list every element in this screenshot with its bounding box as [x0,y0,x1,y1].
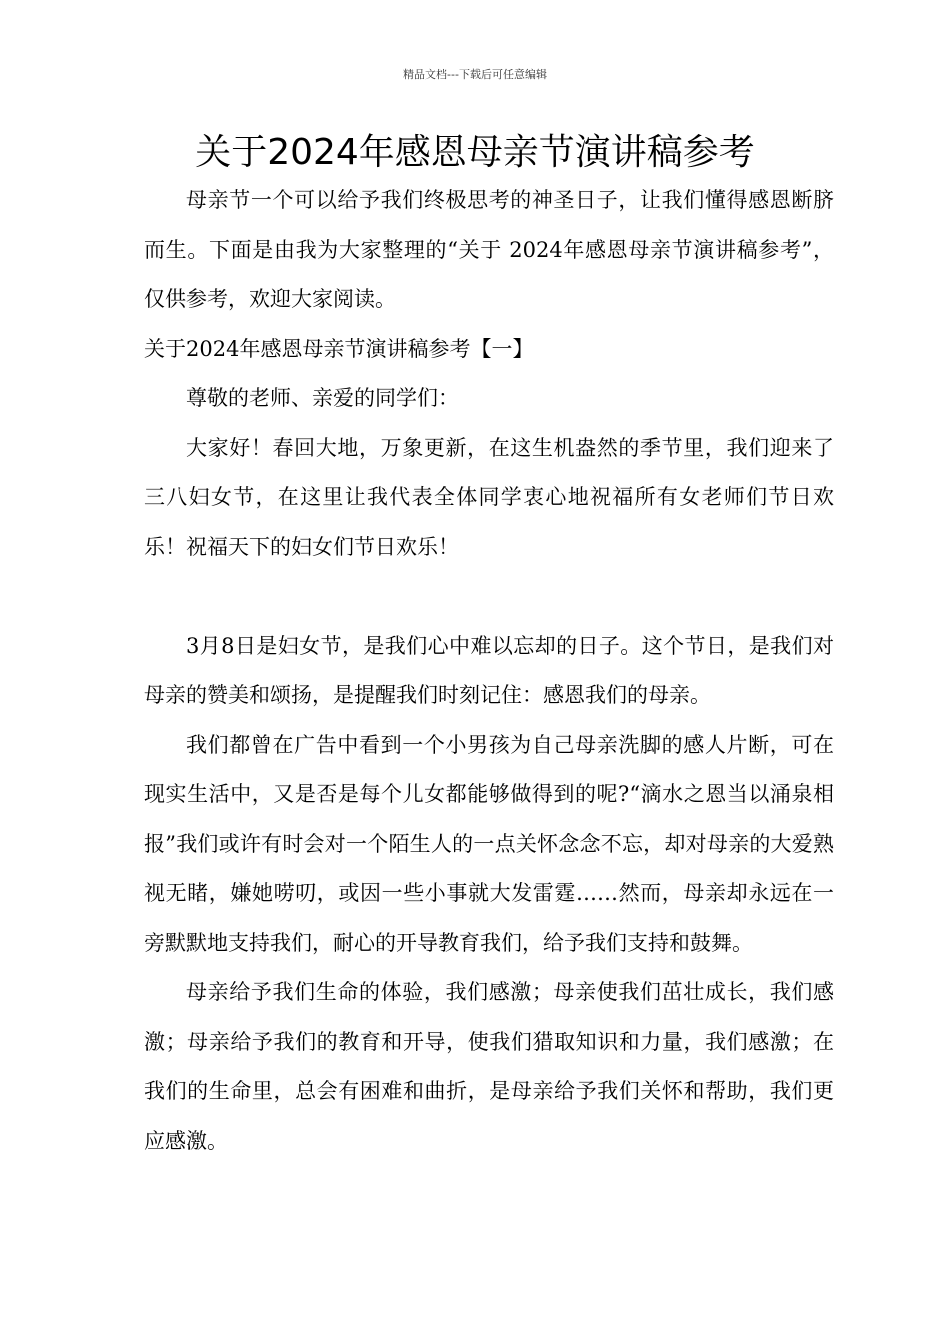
body-paragraph-1: 大家好！春回大地，万象更新，在这生机盎然的季节里，我们迎来了三八妇女节，在这里让我代表全体同学衷心地祝福所有女老师们节日欢乐！祝福天下的妇女们节日欢乐！ [144,435,834,559]
body-paragraph-3: 我们都曾在广告中看到一个小男孩为自己母亲洗脚的感人片断，可在现实生活中，又是否是每个儿女都能够做得到的呢?“滴水之恩当以涌泉相报”我们或许有时会对一个陌生人的一点关怀念念不忘，却对母亲的大爱熟视无睹，嫌她唠叨，或因一些小事就大发雷霆……然而，母亲却永远在一旁默默地支持我们，耐心的开导教育我们，给予我们支持和鼓舞。 [144,732,834,955]
section-heading: 关于2024年感恩母亲节演讲稿参考【一】 [144,336,534,361]
salutation: 尊敬的老师、亲爱的同学们： [186,386,459,410]
blank-line [144,572,834,622]
header-note: 精品文档---下载后可任意编辑 [403,68,547,81]
body-paragraph-4: 母亲给予我们生命的体验，我们感激；母亲使我们茁壮成长，我们感激；母亲给予我们的教育和开导，使我们猎取知识和力量，我们感激；在我们的生命里，总会有困难和曲折，是母亲给予我们关怀和帮助，我们更应感激。 [144,980,834,1153]
document-body [144,176,834,1166]
intro-paragraph: 母亲节一个可以给予我们终极思考的神圣日子，让我们懂得感恩断脐而生。下面是由我为大家整理的“关于 2024年感恩母亲节演讲稿参考”，仅供参考，欢迎大家阅读。 [144,188,834,311]
document-title: 关于2024年感恩母亲节演讲稿参考 [195,132,755,173]
body-paragraph-2: 3月8日是妇女节，是我们心中难以忘却的日子。这个节日，是我们对母亲的赞美和颂扬，是提醒我们时刻记住：感恩我们的母亲。 [144,633,834,707]
